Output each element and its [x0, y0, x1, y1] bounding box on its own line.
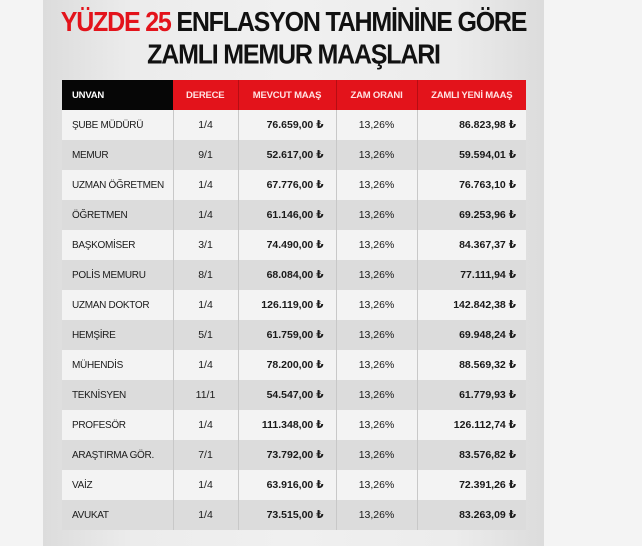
table-row	[62, 140, 526, 170]
cell-unvan: MÜHENDİS	[62, 350, 173, 380]
cell-mevcut-maas: 73.515,00 ₺	[238, 500, 336, 530]
cell-unvan: HEMŞİRE	[62, 320, 173, 350]
cell-mevcut-maas: 111.348,00 ₺	[238, 410, 336, 440]
table-row	[62, 440, 526, 470]
cell-zam-orani: 13,26%	[336, 410, 417, 440]
table-row	[62, 230, 526, 260]
cell-derece: 9/1	[173, 140, 238, 170]
cell-zamli-yeni-maas: 83.576,82 ₺	[417, 440, 526, 470]
table-row	[62, 260, 526, 290]
column-header-zamli-yeni-maas: ZAMLI YENİ MAAŞ	[417, 80, 526, 110]
cell-zamli-yeni-maas: 77.111,94 ₺	[417, 260, 526, 290]
cell-derece: 1/4	[173, 500, 238, 530]
cell-unvan: POLİS MEMURU	[62, 260, 173, 290]
table-header-row	[62, 80, 526, 110]
cell-unvan: UZMAN ÖĞRETMEN	[62, 170, 173, 200]
cell-zam-orani: 13,26%	[336, 470, 417, 500]
cell-zam-orani: 13,26%	[336, 140, 417, 170]
infographic-title	[43, 7, 544, 71]
cell-unvan: ŞUBE MÜDÜRÜ	[62, 110, 173, 140]
cell-zam-orani: 13,26%	[336, 500, 417, 530]
column-header-derece: DERECE	[173, 80, 238, 110]
cell-zamli-yeni-maas: 69.253,96 ₺	[417, 200, 526, 230]
table-row	[62, 320, 526, 350]
cell-mevcut-maas: 54.547,00 ₺	[238, 380, 336, 410]
cell-zamli-yeni-maas: 83.263,09 ₺	[417, 500, 526, 530]
table-body	[62, 110, 526, 530]
table-row	[62, 350, 526, 380]
cell-mevcut-maas: 61.146,00 ₺	[238, 200, 336, 230]
table-row	[62, 410, 526, 440]
cell-zam-orani: 13,26%	[336, 200, 417, 230]
column-header-zam-orani: ZAM ORANI	[336, 80, 417, 110]
cell-zam-orani: 13,26%	[336, 320, 417, 350]
cell-zamli-yeni-maas: 88.569,32 ₺	[417, 350, 526, 380]
cell-mevcut-maas: 68.084,00 ₺	[238, 260, 336, 290]
cell-zam-orani: 13,26%	[336, 170, 417, 200]
cell-zam-orani: 13,26%	[336, 230, 417, 260]
cell-zamli-yeni-maas: 61.779,93 ₺	[417, 380, 526, 410]
cell-unvan: ARAŞTIRMA GÖR.	[62, 440, 173, 470]
cell-unvan: VAİZ	[62, 470, 173, 500]
table-row	[62, 170, 526, 200]
cell-zamli-yeni-maas: 72.391,26 ₺	[417, 470, 526, 500]
table-row	[62, 200, 526, 230]
cell-zamli-yeni-maas: 126.112,74 ₺	[417, 410, 526, 440]
cell-mevcut-maas: 126.119,00 ₺	[238, 290, 336, 320]
cell-derece: 1/4	[173, 470, 238, 500]
cell-derece: 1/4	[173, 410, 238, 440]
column-header-unvan: UNVAN	[62, 80, 173, 110]
cell-zamli-yeni-maas: 69.948,24 ₺	[417, 320, 526, 350]
cell-zam-orani: 13,26%	[336, 290, 417, 320]
cell-mevcut-maas: 52.617,00 ₺	[238, 140, 336, 170]
cell-zamli-yeni-maas: 59.594,01 ₺	[417, 140, 526, 170]
cell-zam-orani: 13,26%	[336, 260, 417, 290]
salary-table	[62, 80, 526, 530]
cell-unvan: PROFESÖR	[62, 410, 173, 440]
cell-derece: 3/1	[173, 230, 238, 260]
cell-zam-orani: 13,26%	[336, 440, 417, 470]
cell-derece: 1/4	[173, 170, 238, 200]
cell-derece: 5/1	[173, 320, 238, 350]
cell-zamli-yeni-maas: 76.763,10 ₺	[417, 170, 526, 200]
cell-unvan: TEKNİSYEN	[62, 380, 173, 410]
title-accent: YÜZDE 25	[60, 6, 171, 38]
cell-mevcut-maas: 67.776,00 ₺	[238, 170, 336, 200]
cell-mevcut-maas: 63.916,00 ₺	[238, 470, 336, 500]
cell-zam-orani: 13,26%	[336, 110, 417, 140]
cell-unvan: ÖĞRETMEN	[62, 200, 173, 230]
table-row	[62, 290, 526, 320]
cell-derece: 1/4	[173, 110, 238, 140]
cell-mevcut-maas: 61.759,00 ₺	[238, 320, 336, 350]
cell-derece: 11/1	[173, 380, 238, 410]
cell-zam-orani: 13,26%	[336, 380, 417, 410]
cell-zamli-yeni-maas: 142.842,38 ₺	[417, 290, 526, 320]
cell-derece: 8/1	[173, 260, 238, 290]
cell-derece: 1/4	[173, 200, 238, 230]
cell-derece: 7/1	[173, 440, 238, 470]
cell-unvan: UZMAN DOKTOR	[62, 290, 173, 320]
cell-unvan: AVUKAT	[62, 500, 173, 530]
cell-mevcut-maas: 74.490,00 ₺	[238, 230, 336, 260]
cell-unvan: BAŞKOMİSER	[62, 230, 173, 260]
column-header-mevcut-maas: MEVCUT MAAŞ	[238, 80, 336, 110]
cell-zamli-yeni-maas: 86.823,98 ₺	[417, 110, 526, 140]
table-row	[62, 110, 526, 140]
table-row	[62, 380, 526, 410]
table-row	[62, 470, 526, 500]
title-line-1	[43, 7, 544, 39]
cell-mevcut-maas: 76.659,00 ₺	[238, 110, 336, 140]
cell-mevcut-maas: 73.792,00 ₺	[238, 440, 336, 470]
title-line-1-rest: ENFLASYON TAHMİNİNE GÖRE	[170, 6, 527, 38]
table-row	[62, 500, 526, 530]
cell-unvan: MEMUR	[62, 140, 173, 170]
cell-derece: 1/4	[173, 350, 238, 380]
cell-mevcut-maas: 78.200,00 ₺	[238, 350, 336, 380]
cell-zam-orani: 13,26%	[336, 350, 417, 380]
title-line-2: ZAMLI MEMUR MAAŞLARI	[147, 39, 440, 71]
cell-derece: 1/4	[173, 290, 238, 320]
cell-zamli-yeni-maas: 84.367,37 ₺	[417, 230, 526, 260]
